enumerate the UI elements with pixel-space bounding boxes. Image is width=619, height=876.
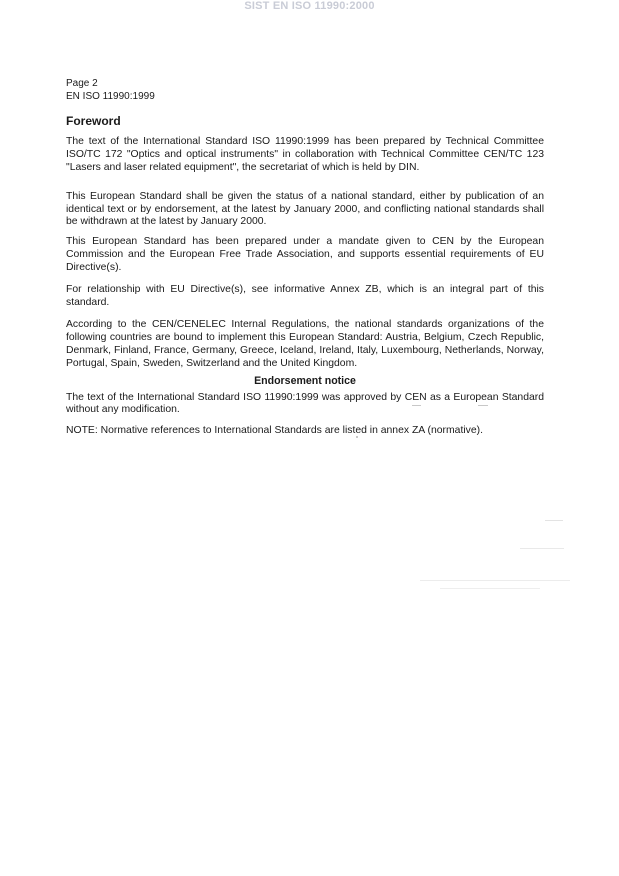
foreword-paragraph: This European Standard has been prepared under a mandate given to CEN by the European Commission and the European Free Trade Association, and supports essential requirements of EU Directive(s).: [66, 236, 544, 274]
scan-speck: [356, 436, 358, 438]
page-header: [66, 78, 155, 103]
foreword-paragraph: The text of the International Standard ISO 11990:1999 has been prepared by Technical Committee ISO/TC 172 "Optics and optical instruments" in collaboration with Technical Committee CEN/TC 123 "Lasers and laser related equipment", the secretariat of which is held by DIN.: [66, 135, 544, 173]
document-body: [66, 115, 544, 438]
foreword-paragraph: This European Standard shall be given the status of a national standard, either by publication of an identical text or by endorsement, at the latest by January 2000, and conflicting national standards shall be withdrawn at the latest by January 2000.: [66, 190, 544, 228]
endorsement-paragraph: The text of the International Standard ISO 11990:1999 was approved by CEN as a European Standard without any modification.: [66, 391, 544, 416]
scan-speck: [412, 405, 421, 406]
foreword-heading: Foreword: [66, 114, 121, 128]
foreword-paragraph: According to the CEN/CENELEC Internal Regulations, the national standards organizations of the following countries are bound to implement this European Standard: Austria, Belgium, Czech Republic, Denmark, Finland, France, Germany, Greece, Iceland, Ireland, Italy, Luxembourg, Netherlands, Norway, Portugal, Spain, Sweden, Switzerland and the United Kingdom.: [66, 318, 544, 369]
page-number: Page 2: [66, 78, 98, 89]
foreword-paragraph: For relationship with EU Directive(s), see informative Annex ZB, which is an integral part of this standard.: [66, 284, 544, 308]
endorsement-heading: Endorsement notice: [254, 374, 356, 387]
endorsement-note: NOTE: Normative references to International Standards are listed in annex ZA (normative).: [66, 425, 483, 437]
scan-speck: [520, 548, 564, 549]
document-id: EN ISO 11990:1999: [66, 90, 155, 102]
scan-speck: [478, 405, 488, 406]
scan-speck: [545, 520, 563, 521]
scan-speck: [420, 580, 570, 581]
scan-speck: [440, 588, 540, 589]
watermark: SIST EN ISO 11990:2000: [244, 0, 375, 12]
